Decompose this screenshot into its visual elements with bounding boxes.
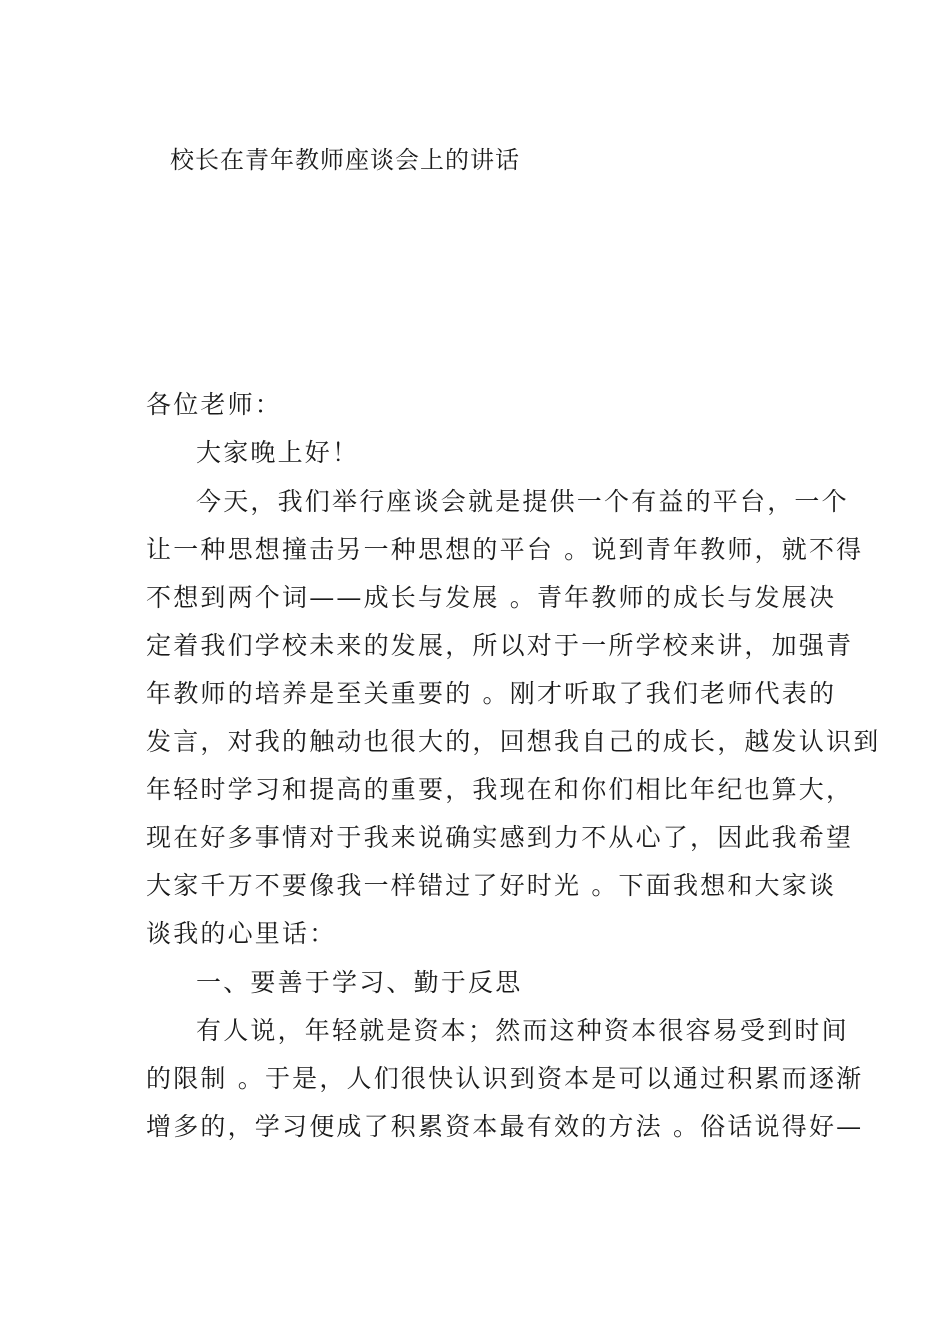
section-heading: 一、要善于学习、勤于反思 <box>196 968 523 997</box>
paragraph-line: 年教师的培养是至关重要的 。刚才听取了我们老师代表的 <box>146 679 837 708</box>
paragraph-line: 增多的，学习便成了积累资本最有效的方法 。俗话说得好— <box>146 1112 864 1141</box>
paragraph-line: 的限制 。于是，人们很快认识到资本是可以通过积累而逐渐 <box>146 1064 864 1093</box>
document-title: 校长在青年教师座谈会上的讲话 <box>170 146 520 174</box>
paragraph-line: 现在好多事情对于我来说确实感到力不从心了，因此我希望 <box>146 823 854 852</box>
paragraph-line: 今天，我们举行座谈会就是提供一个有益的平台，一个 <box>196 487 849 516</box>
paragraph-line: 定着我们学校未来的发展，所以对于一所学校来讲，加强青 <box>146 631 854 660</box>
paragraph-line: 谈我的心里话： <box>146 919 337 948</box>
paragraph-line: 发言，对我的触动也很大的，回想我自己的成长，越发认识到 <box>146 727 881 756</box>
paragraph-line: 有人说，年轻就是资本；然而这种资本很容易受到时间 <box>196 1016 849 1045</box>
salutation: 各位老师： <box>146 390 283 419</box>
paragraph-line: 不想到两个词——成长与发展 。青年教师的成长与发展决 <box>146 583 837 612</box>
greeting: 大家晚上好！ <box>196 438 360 467</box>
paragraph-line: 大家千万不要像我一样错过了好时光 。下面我想和大家谈 <box>146 871 837 900</box>
paragraph-line: 年轻时学习和提高的重要，我现在和你们相比年纪也算大， <box>146 775 854 804</box>
paragraph-line: 让一种思想撞击另一种思想的平台 。说到青年教师，就不得 <box>146 535 864 564</box>
